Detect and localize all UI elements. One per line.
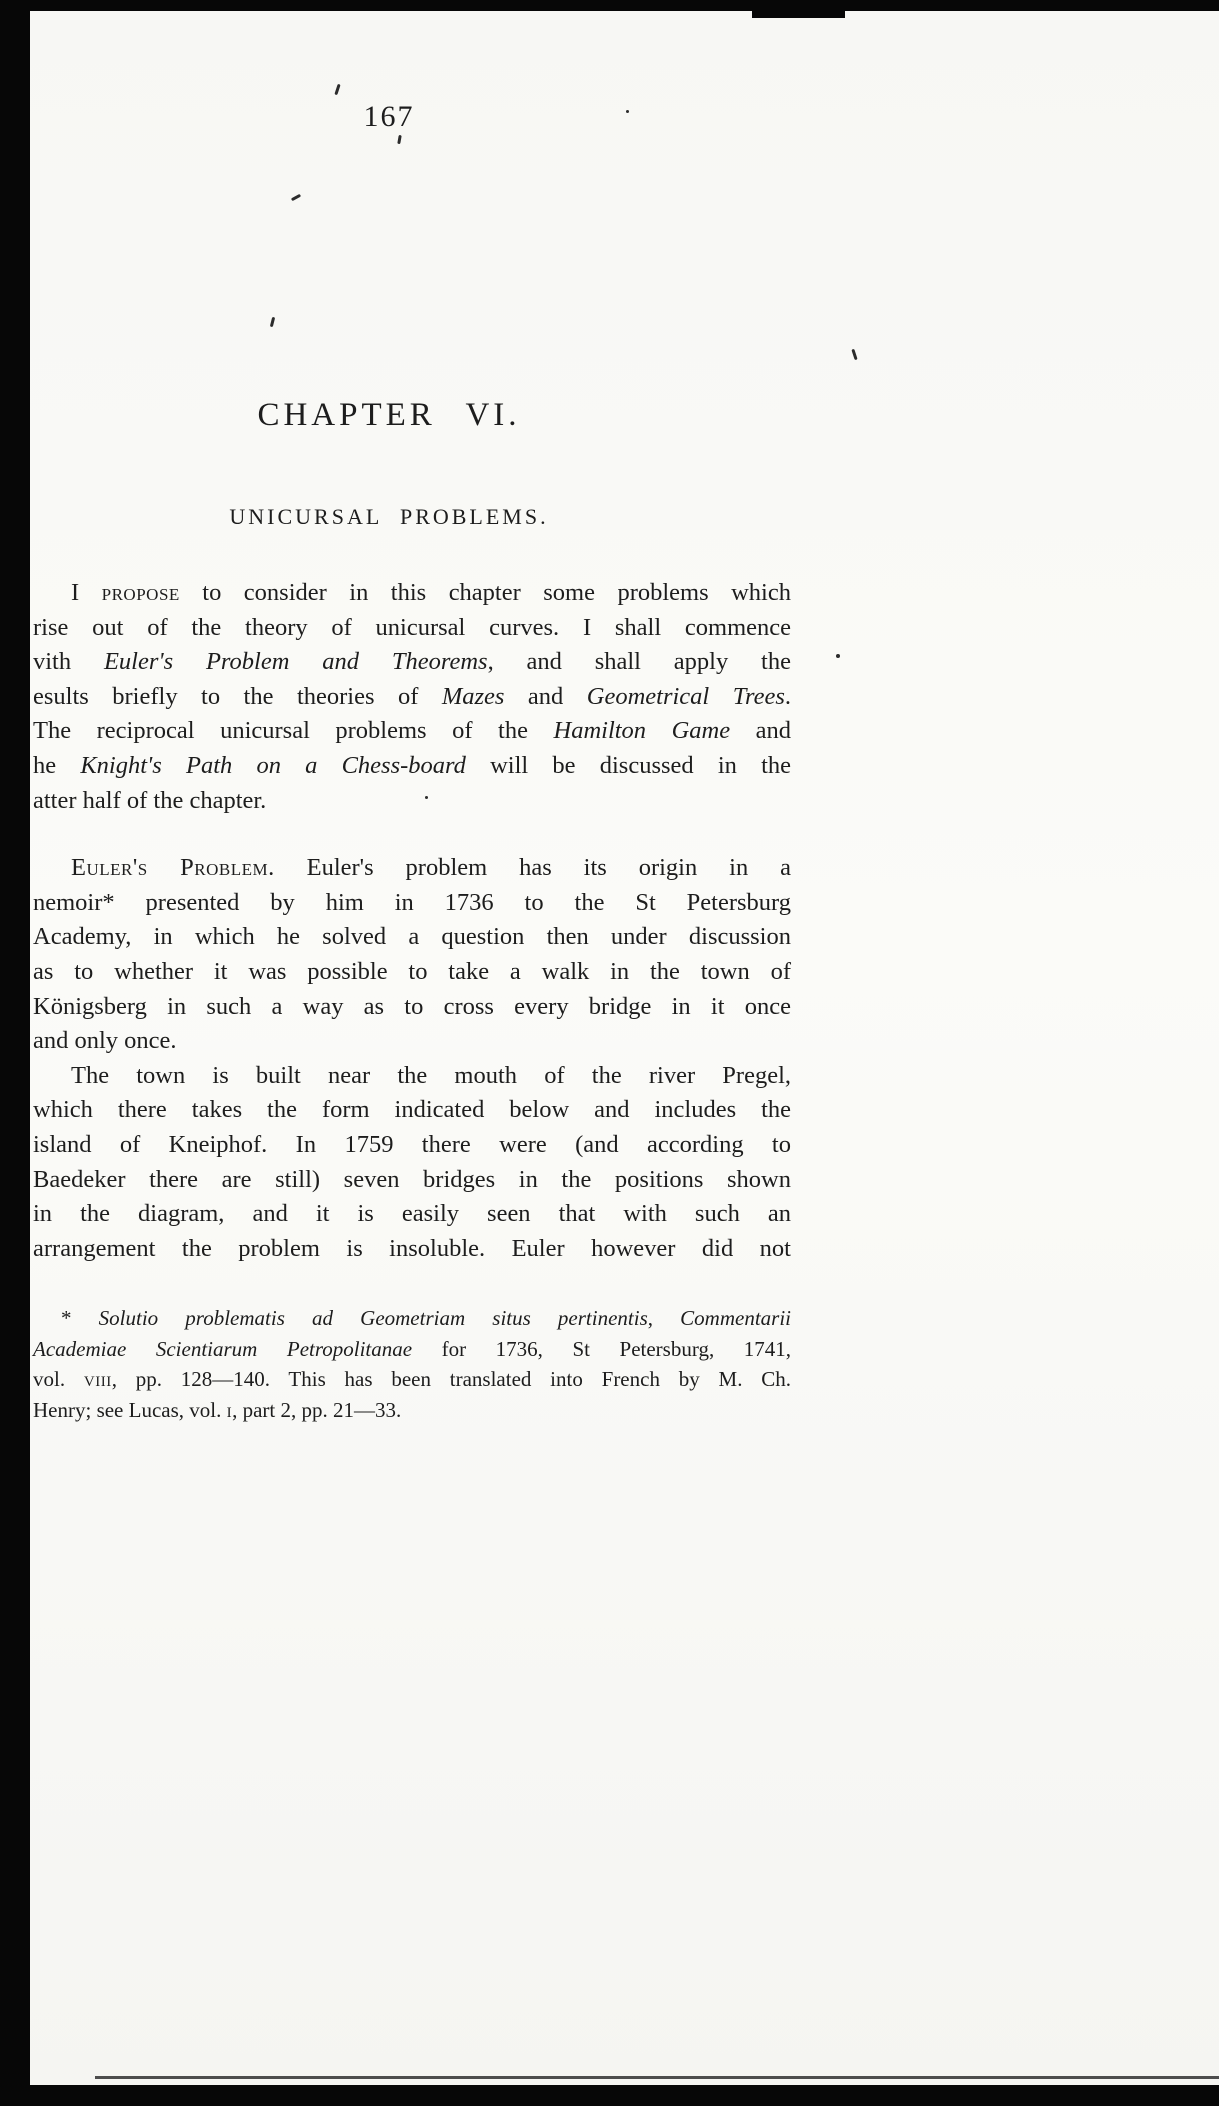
text-segment: to consider in this chapter some problems which [179, 579, 791, 606]
text-segment: and [504, 682, 587, 710]
text-line [33, 1024, 791, 1059]
text-segment: . [784, 682, 791, 710]
text-segment: Geometrical Trees [586, 682, 785, 710]
text-segment: as to whether it was possible to take a walk in the town of [33, 957, 791, 985]
page-content [33, 0, 791, 1425]
text-segment: , part 2, pp. 21—33. [232, 1397, 402, 1422]
text-segment: island of Kneiphof. In 1759 there were (and according to [33, 1130, 791, 1158]
scan-speck [851, 349, 857, 360]
text-segment: , and shall apply the [487, 648, 791, 676]
text-segment: which there takes the form indicated below and includes the [33, 1096, 791, 1124]
text-line [33, 714, 791, 749]
text-segment: Academy, in which he solved a question then under discussion [33, 923, 791, 951]
text-segment: Königsberg in such a way as to cross every bridge in it once [33, 992, 791, 1020]
text-segment: and only once. [33, 1027, 177, 1055]
text-segment: Euler's Problem and Theorems [103, 648, 488, 676]
text-line [33, 1128, 791, 1163]
paragraph [33, 576, 791, 818]
text-segment: arrangement the problem is insoluble. Euler however did not [33, 1234, 791, 1262]
text-line [33, 990, 791, 1025]
text-segment: * [61, 1306, 99, 1331]
text-segment: , pp. 128—140. This has been translated into French by M. Ch. [111, 1367, 791, 1392]
text-line [33, 1334, 791, 1365]
scan-speck [836, 654, 840, 658]
text-segment: in the diagram, and it is easily seen that with such an [33, 1200, 791, 1228]
text-line [33, 1303, 791, 1334]
text-segment: Henry; see Lucas, vol. [33, 1397, 227, 1422]
page-number: 167 [363, 100, 415, 133]
text-line [33, 1364, 791, 1395]
scan-border-left [0, 0, 30, 2106]
text-line [33, 1395, 791, 1426]
body-text [33, 576, 791, 1266]
text-segment: viii [83, 1367, 112, 1392]
text-segment: i [226, 1397, 233, 1422]
text-segment: vith [33, 648, 104, 676]
text-line [33, 955, 791, 990]
text-line [33, 1232, 791, 1267]
text-line [33, 886, 791, 921]
text-segment: Knight's Path on a Chess-board [80, 751, 466, 779]
text-segment: for 1736, St Petersburg, 1741, [412, 1336, 791, 1361]
text-segment: esults briefly to the theories of [33, 682, 442, 710]
text-segment: I [71, 579, 102, 606]
text-line [33, 680, 791, 715]
text-line [33, 1197, 791, 1232]
footnote [33, 1303, 791, 1425]
text-segment: The reciprocal unicursal problems of the [33, 717, 554, 745]
text-line [33, 1163, 791, 1198]
text-segment: Baedeker there are still) seven bridges in the positions shown [33, 1165, 791, 1193]
text-segment: Hamilton Game [553, 717, 731, 745]
text-segment: Euler's problem has its origin in a [274, 854, 791, 882]
text-segment: Solutio problematis ad Geometriam situs pertinentis [98, 1306, 648, 1331]
text-segment: will be discussed in the [465, 751, 792, 779]
text-segment: , [647, 1306, 681, 1331]
text-line [33, 1093, 791, 1128]
chapter-heading: CHAPTER VI. [257, 397, 521, 433]
text-line [33, 851, 791, 886]
paragraph [33, 1059, 791, 1267]
text-segment: he [33, 751, 81, 779]
text-segment: nemoir* presented by him in 1736 to the St Petersburg [33, 888, 791, 916]
text-segment: atter half of the chapter. [33, 786, 267, 814]
text-segment: Mazes [441, 682, 505, 710]
text-line [33, 576, 791, 611]
scan-line-bottom [95, 2076, 1219, 2079]
text-segment: rise out of the theory of unicursal curves. I shall commence [33, 613, 791, 641]
text-line [33, 784, 791, 819]
text-segment: propose [101, 579, 180, 606]
text-line [33, 611, 791, 646]
paragraph [33, 851, 791, 1059]
text-line [33, 749, 791, 784]
section-heading: UNICURSAL PROBLEMS. [229, 504, 549, 529]
text-line [33, 645, 791, 680]
text-line [33, 1059, 791, 1094]
text-segment: and [730, 717, 791, 745]
text-segment: Academiae Scientiarum Petropolitanae [33, 1336, 413, 1361]
text-line [33, 920, 791, 955]
text-segment: vol. [33, 1367, 84, 1392]
text-segment: Euler's Problem. [71, 854, 275, 882]
scan-border-bottom [0, 2085, 1219, 2106]
text-segment: The town is built near the mouth of the river Pregel, [71, 1061, 791, 1089]
text-segment: Commentarii [680, 1306, 792, 1331]
